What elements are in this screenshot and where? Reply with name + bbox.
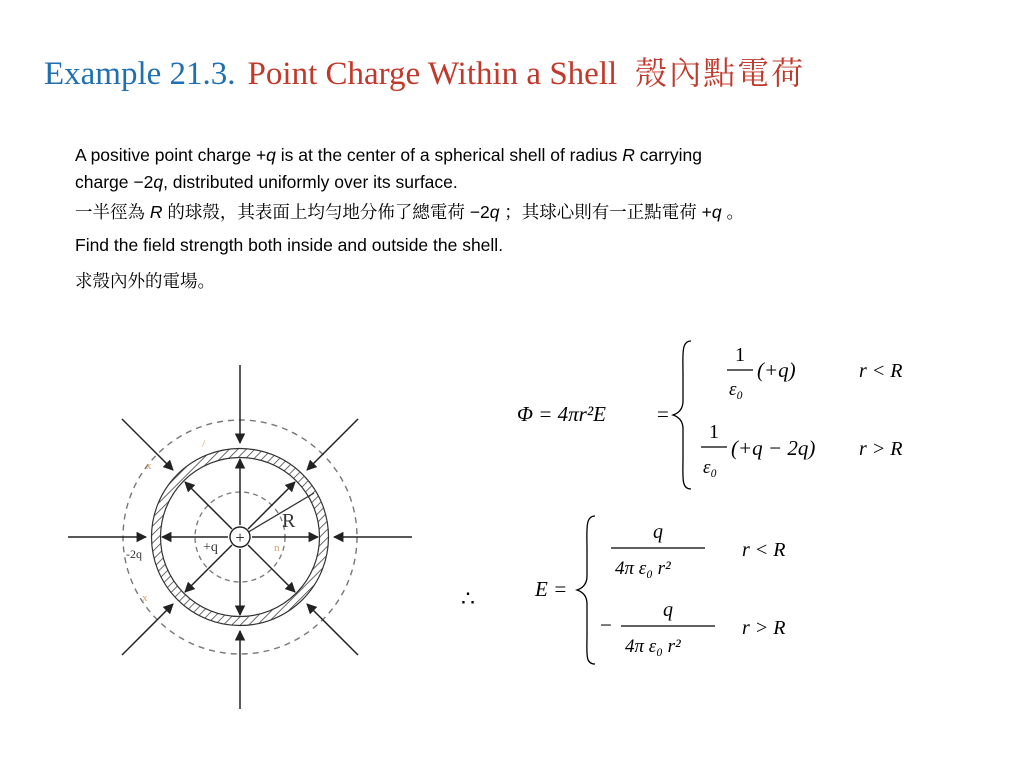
- var-q: q: [153, 172, 164, 192]
- field-case2-cond: r > R: [742, 617, 786, 639]
- slide-title: [44, 48, 805, 94]
- svg-text:n: n: [274, 542, 280, 554]
- var-R: R: [149, 202, 163, 222]
- example-number: Example 21.3.: [44, 56, 236, 92]
- flux-case2-den: ε₀: [703, 457, 718, 478]
- field-lhs: E =: [535, 577, 568, 601]
- var-q: q: [489, 202, 500, 222]
- field-case2-sign: −: [600, 613, 612, 637]
- flux-case1-den: ε₀: [729, 379, 744, 400]
- svg-text:x: x: [146, 460, 152, 472]
- text-segment: , distributed uniformly over its surface.: [163, 172, 458, 192]
- field-case2-den: 4π ε₀ r²: [625, 636, 681, 657]
- label-plus-q: +q: [203, 540, 218, 555]
- flux-equals: =: [657, 402, 669, 426]
- text-segment: is at the center of a spherical shell of radius: [275, 145, 623, 165]
- flux-case1-num: 1: [735, 344, 745, 366]
- problem-line-2: [75, 172, 458, 193]
- flux-lhs: Φ = 4πr²E: [517, 402, 606, 426]
- text-segment: charge −2: [75, 172, 154, 192]
- flux-case2-paren: (+q − 2q): [731, 436, 816, 460]
- center-plus: +: [235, 528, 245, 547]
- text-segment: 一半徑為: [75, 202, 150, 222]
- title-chinese: 殼內點電荷: [635, 55, 806, 91]
- title-main: Point Charge Within a Shell: [247, 56, 618, 92]
- text-segment: 的球殼，其表面上均勻地分佈了總電荷 −2: [162, 202, 490, 222]
- var-q: q: [266, 145, 276, 165]
- flux-case1-cond: r < R: [859, 360, 903, 382]
- text-segment: ；其球心則有一正點電荷 +: [499, 202, 712, 222]
- var-R: R: [622, 145, 635, 165]
- flux-case1-paren: (+q): [757, 358, 796, 382]
- svg-text:x: x: [142, 592, 148, 604]
- problem-line-3-chinese: [75, 199, 744, 224]
- task-line-english: Find the field strength both inside and outside the shell.: [75, 235, 504, 255]
- field-case1-den: 4π ε₀ r²: [615, 558, 671, 579]
- label-R: R: [282, 510, 296, 532]
- task-line-chinese: 求殼內外的電場。: [75, 271, 215, 291]
- therefore-symbol: ∴: [461, 586, 475, 611]
- field-diagram: [60, 355, 420, 715]
- svg-text:/: /: [202, 438, 206, 450]
- field-case2-num: q: [663, 599, 673, 621]
- field-equation: [455, 510, 815, 670]
- text-segment: carrying: [634, 145, 702, 165]
- text-segment: 。: [721, 202, 744, 222]
- field-brace: [577, 516, 595, 664]
- flux-case2-cond: r > R: [859, 438, 903, 460]
- flux-case2-num: 1: [709, 421, 719, 443]
- field-case1-num: q: [653, 521, 663, 543]
- flux-equation: [505, 335, 945, 495]
- flux-brace: [673, 341, 691, 489]
- field-case1-cond: r < R: [742, 539, 786, 561]
- problem-line-1: [75, 145, 702, 166]
- label-minus-2q: -2q: [126, 547, 142, 561]
- var-q: q: [711, 202, 722, 222]
- text-segment: A positive point charge +: [75, 145, 267, 165]
